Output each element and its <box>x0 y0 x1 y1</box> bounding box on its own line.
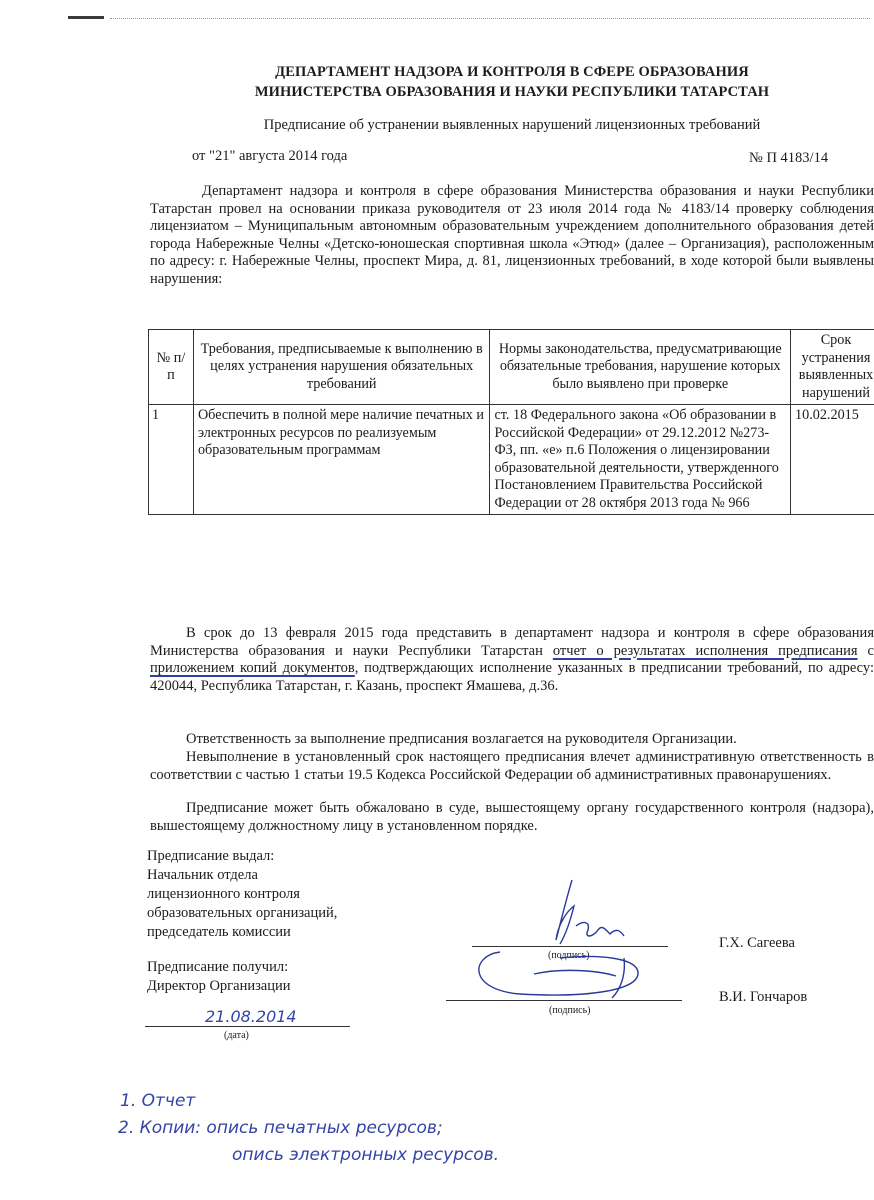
liability-paragraph: Невыполнение в установленный срок настоящего предписания влечет административную ответственность в соответствии с частью 1 статьи 19.5 Кодекса Российской Федерации об административных правонарушениях. <box>150 749 874 783</box>
table-row <box>149 405 874 515</box>
p2-text-a: В срок до 13 февраля 2015 года представить в департамент надзора и контроля в сфере образования Министерства образования и науки Республики Татарстан <box>150 625 874 659</box>
issued-by-label: Предписание выдал: <box>147 848 275 864</box>
date-caption: (дата) <box>224 1030 249 1041</box>
signature-caption-receiver: (подпись) <box>549 1005 591 1016</box>
signature-line-issuer <box>472 946 668 947</box>
signature-caption-issuer: (подпись) <box>548 950 590 961</box>
responsibility-paragraph: Ответственность за выполнение предписания возлагается на руководителя Организации. <box>186 731 737 747</box>
cell-requirement: Обеспечить в полной мере наличие печатных и электронных ресурсов по реализуемым образовательным программам <box>193 405 490 515</box>
appeal-paragraph: Предписание может быть обжаловано в суде, вышестоящему органу государственного контроля (надзора), вышестоящему должностному лицу в установленном порядке. <box>150 800 874 834</box>
scan-dotted-line <box>110 18 870 19</box>
underlined-report-phrase: отчет о результатах исполнения предписания <box>552 642 858 659</box>
issuer-signature-icon <box>556 880 624 944</box>
intro-paragraph: Департамент надзора и контроля в сфере образования Министерства образования и науки Республики Татарстан провел на основании приказа руководителя от 23 июля 2014 года № 4183/14 проверку соблюдения лицензиатом – Муниципальным автономным образовательным учреждением дополнительного образования детей города Набережные Челны «Детско-юношеская спортивная школа «Этюд» (далее – Организация), расположенным по адресу: г. Набережные Челны, проспект Мира, д. 81, лицензионных требований, в ходе которой были выявлены нарушения: <box>150 183 874 287</box>
document-date: от "21" августа 2014 года <box>192 148 348 164</box>
document-number: № П 4183/14 <box>749 150 829 166</box>
receiver-name: В.И. Гончаров <box>719 989 808 1005</box>
scan-mark <box>68 16 104 19</box>
violations-table <box>148 329 874 515</box>
col-header-norms: Нормы законодательства, предусматривающие обязательные требования, нарушение которых было выявлено при проверке <box>490 330 791 405</box>
handwritten-note-line3: опись электронных ресурсов. <box>232 1145 500 1165</box>
cell-norms: ст. 18 Федерального закона «Об образовании в Российской Федерации» от 29.12.2012 №273-ФЗ, пп. «е» п.6 Положения о лицензировании образовательной деятельности, утвержденного Постановлением Правительства Российской Федерации от 28 октября 2013 года № 966 <box>490 405 791 515</box>
underlined-copies-phrase: приложением копий документов <box>150 660 355 676</box>
cell-deadline: 10.02.2015 <box>791 405 874 515</box>
issuer-position-line1: Начальник отдела <box>147 867 258 883</box>
p2-text-c: , подтверждающих исполнение указанных в предписании требований, по адресу: 420044, Республика Татарстан, г. Казань, проспект Ямашева, д.36. <box>150 660 874 694</box>
issuer-name: Г.Х. Сагеева <box>719 935 795 951</box>
col-header-requirement: Требования, предписываемые к выполнению в целях устранения нарушения обязательных требований <box>193 330 490 405</box>
report-deadline-paragraph <box>150 625 874 695</box>
col-header-number: № п/п <box>149 330 194 405</box>
issuer-position-line2: лицензионного контроля <box>147 886 300 902</box>
col-header-deadline: Срок устранения выявленных нарушений <box>791 330 874 405</box>
issuer-position-line4: председатель комиссии <box>147 924 291 940</box>
handwritten-note-line2: 2. Копии: опись печатных ресурсов; <box>118 1118 443 1138</box>
received-by-block <box>147 958 291 996</box>
p2-text-b: с <box>857 642 874 659</box>
handwritten-date: 21.08.2014 <box>205 1007 297 1026</box>
signature-line-receiver <box>446 1000 682 1001</box>
issuer-position-line3: образовательных организаций, <box>147 905 338 921</box>
department-header-line2: МИНИСТЕРСТВА ОБРАЗОВАНИЯ И НАУКИ РЕСПУБЛИКИ ТАТАРСТАН <box>254 84 770 100</box>
issued-by-block <box>147 847 337 942</box>
document-title: Предписание об устранении выявленных нарушений лицензионных требований <box>263 117 761 133</box>
received-by-label: Предписание получил: <box>147 959 289 975</box>
department-header-line1: ДЕПАРТАМЕНТ НАДЗОРА И КОНТРОЛЯ В СФЕРЕ ОБРАЗОВАНИЯ <box>275 64 749 80</box>
handwritten-note-line1: 1. Отчет <box>120 1091 196 1111</box>
table-header-row <box>149 330 874 405</box>
date-line <box>145 1026 350 1027</box>
receiver-position: Директор Организации <box>147 978 291 994</box>
cell-number: 1 <box>149 405 194 515</box>
